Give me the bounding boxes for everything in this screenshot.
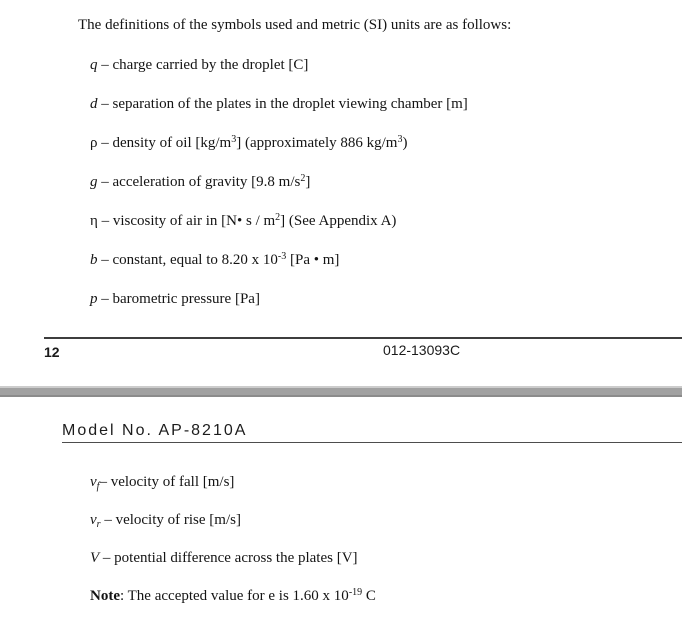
page-footer — [44, 337, 682, 361]
definition-item-rho: ρ – density of oil $[kg/m^3]$ (approximately 886 $kg/m^3$) — [90, 134, 408, 151]
definition-item-vr: $v_r$ – velocity of rise [m/s] — [90, 512, 241, 530]
model-number-heading: Model No. AP-8210A — [62, 422, 248, 439]
definition-item-b: b – constant, equal to 8.20 x $10^{-3}$ [Pa • m] — [90, 251, 340, 268]
definition-item-p: p – barometric pressure [Pa] — [90, 291, 260, 307]
definition-list-top — [90, 56, 682, 309]
page-top-section — [0, 16, 682, 309]
definition-item-eta: η – viscosity of air in [N• s / $m^2$] (See Appendix A) — [90, 212, 397, 229]
page-number: 12 — [44, 344, 60, 360]
document-page — [0, 16, 682, 620]
page-bottom-section — [0, 423, 682, 606]
model-header-rule — [62, 423, 682, 443]
definition-list-bottom — [90, 473, 682, 606]
definition-item-note: Note: The accepted value for e is 1.60 x $10^{-19}$ C — [90, 587, 376, 604]
definition-item-q: q – charge carried by the droplet [C] — [90, 57, 309, 73]
document-number: 012-13093C — [383, 342, 461, 358]
definition-item-d: d – separation of the plates in the droplet viewing chamber [m] — [90, 96, 468, 112]
intro-text: The definitions of the symbols used and metric (SI) units are as follows: — [78, 17, 512, 33]
definition-item-V: V – potential difference across the plates [V] — [90, 550, 358, 566]
definition-item-vf: $v_f-$ velocity of fall [m/s] — [90, 474, 235, 492]
page-break-divider — [0, 386, 682, 397]
definition-item-g: g – acceleration of gravity [9.8 $m/s^2$] — [90, 173, 311, 190]
